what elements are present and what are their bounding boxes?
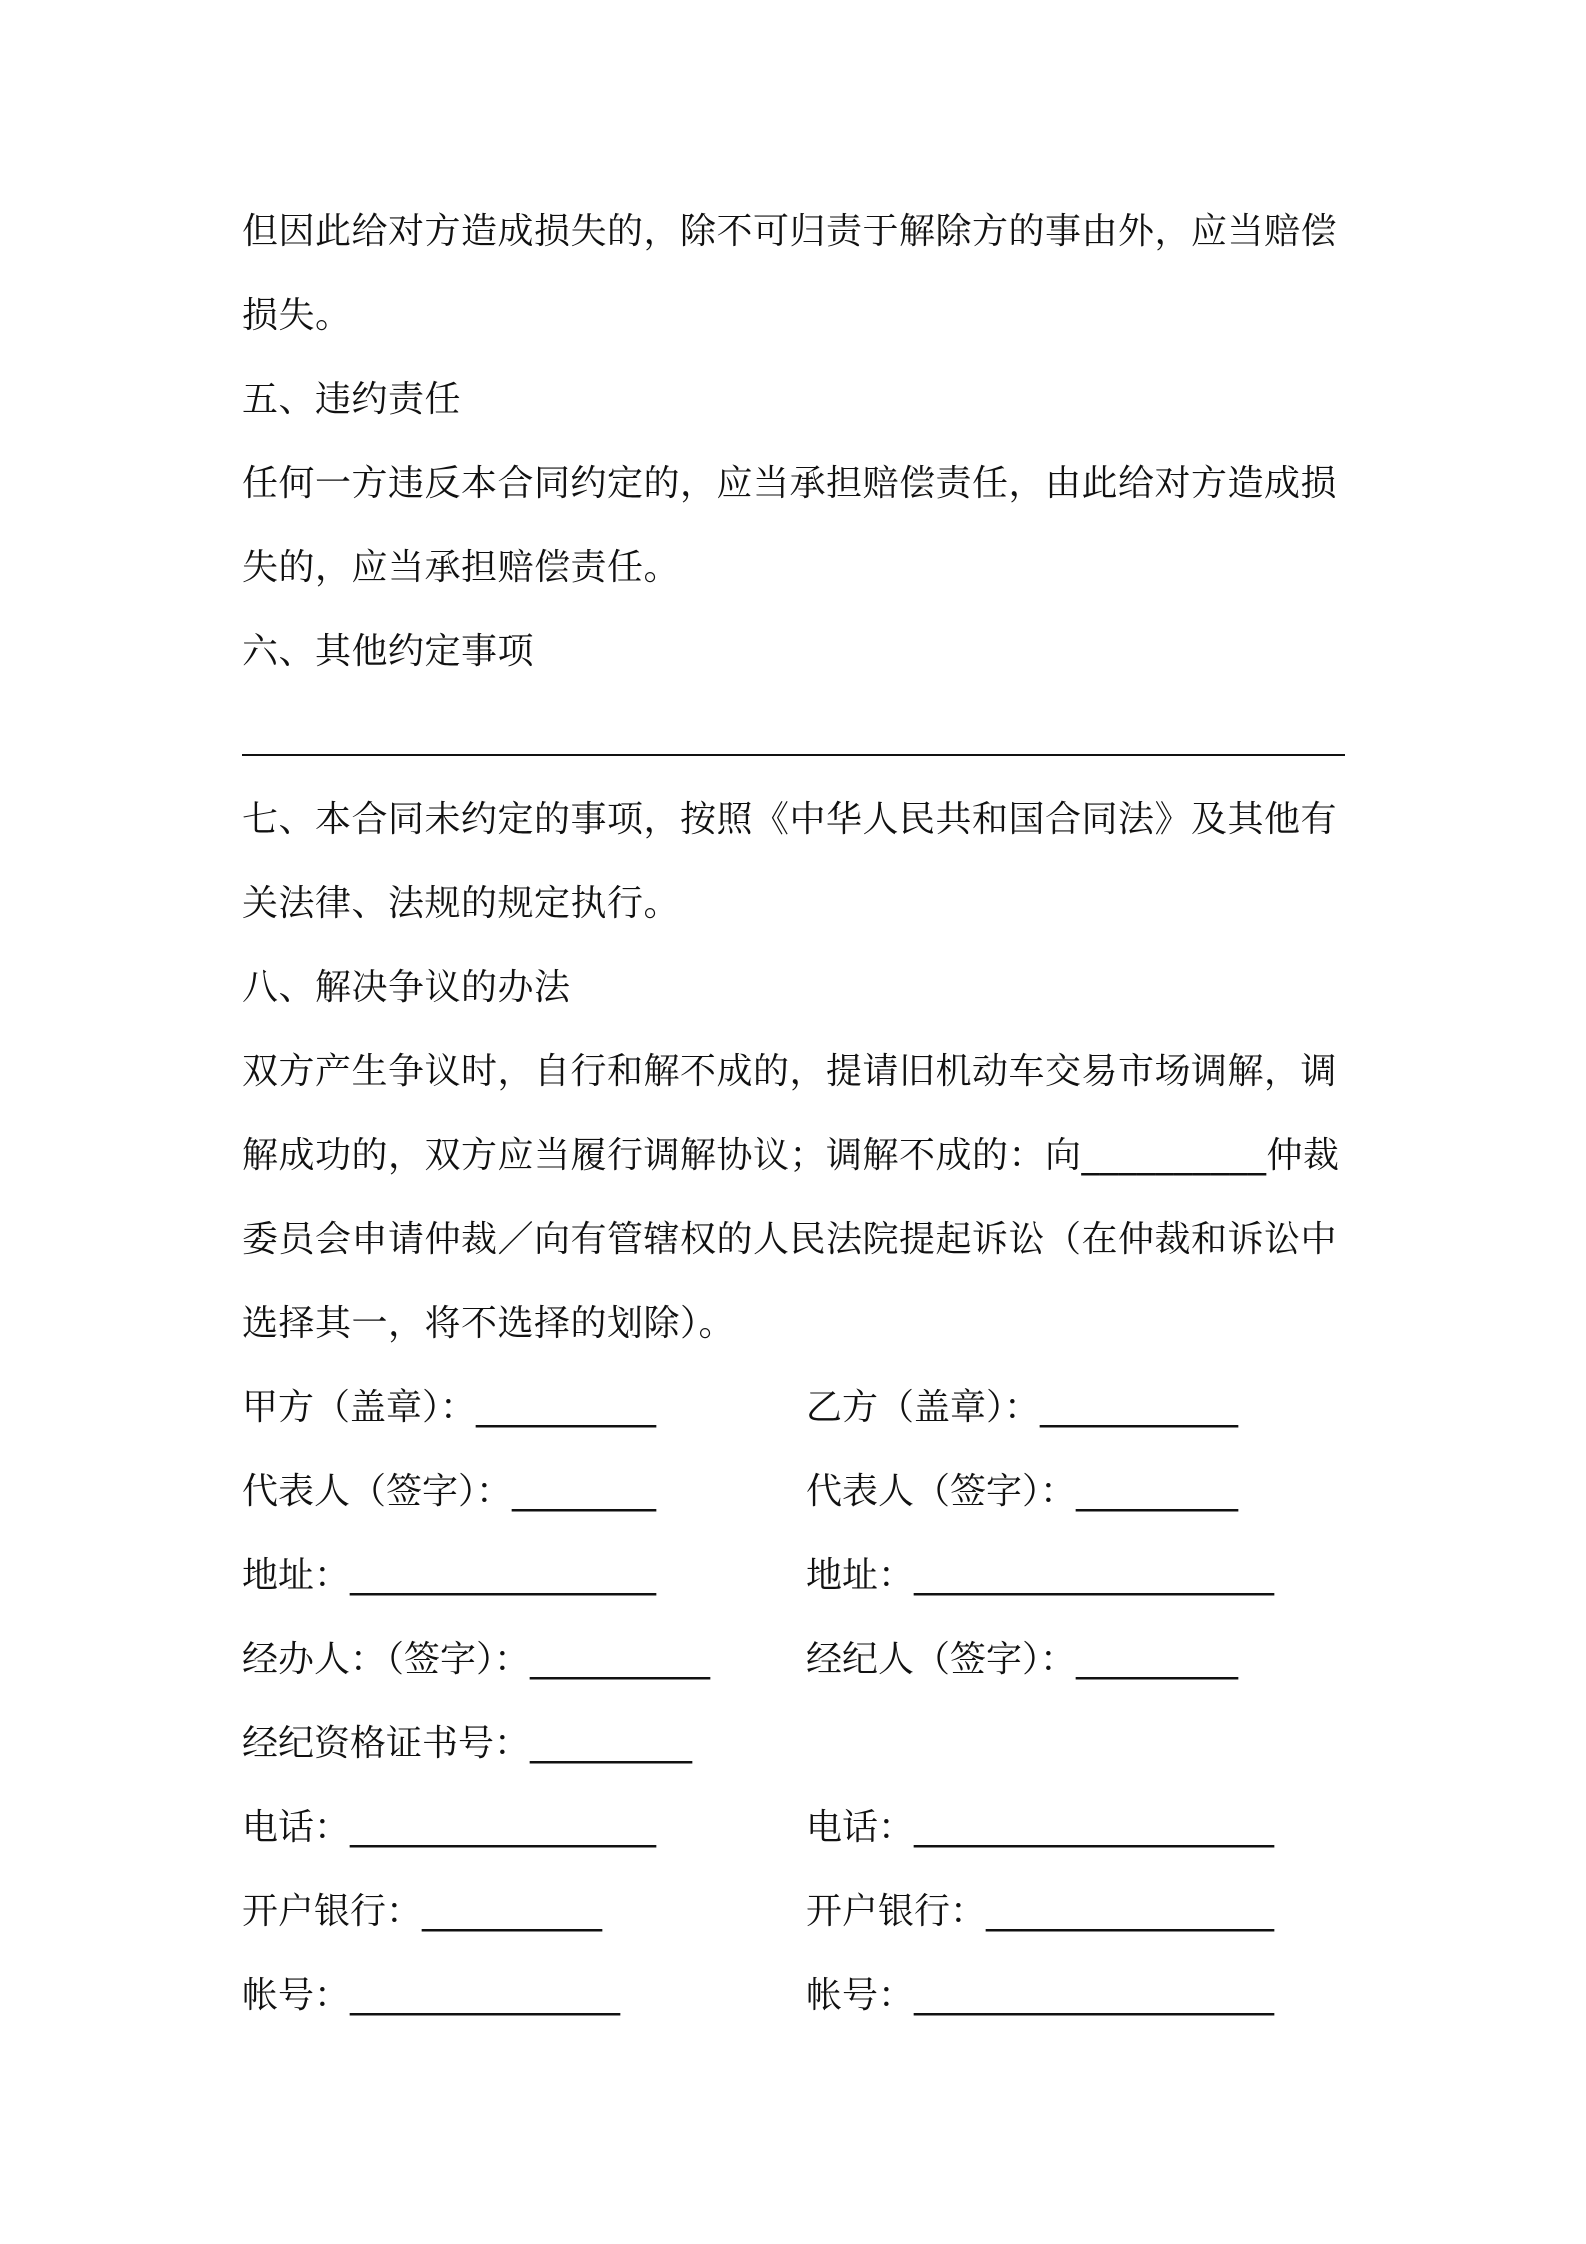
signature-row-broker-cert (242, 1702, 1357, 1786)
paragraph-line: 损失。 (242, 295, 352, 336)
blank-fill-line (242, 694, 1357, 778)
paragraph-line: 失的，应当承担赔偿责任。 (242, 547, 681, 588)
party-a-address-field: 地址：_________________ (242, 1555, 657, 1596)
paragraph-line: 但因此给对方造成损失的，除不可归责于解除方的事由外，应当赔偿 (242, 211, 1338, 252)
party-b-address-field: 地址：____________________ (806, 1555, 1275, 1596)
section-heading-dispute-resolution: 八、解决争议的办法 (242, 967, 571, 1008)
party-a-bank-field: 开户银行：__________ (242, 1891, 603, 1932)
section-heading-other-matters: 六、其他约定事项 (242, 631, 535, 672)
signature-row-representative (242, 1450, 1357, 1534)
paragraph-line: 关法律、法规的规定执行。 (242, 883, 681, 924)
signature-row-seal (242, 1366, 1357, 1450)
party-b-seal-field: 乙方（盖章）：___________ (806, 1387, 1239, 1428)
fill-in-rule (242, 754, 1345, 756)
paragraph-line: 委员会申请仲裁／向有管辖权的人民法院提起诉讼（在仲裁和诉讼中 (242, 1219, 1338, 1260)
party-a-seal-field: 甲方（盖章）：__________ (242, 1387, 657, 1428)
party-a-representative-field: 代表人（签字）：________ (242, 1471, 657, 1512)
party-b-phone-field: 电话：____________________ (806, 1807, 1275, 1848)
paragraph-line: 双方产生争议时，自行和解不成的，提请旧机动车交易市场调解，调 (242, 1051, 1338, 1092)
paragraph-line: 解成功的，双方应当履行调解协议；调解不成的：向__________仲裁 (242, 1135, 1340, 1176)
signature-row-address (242, 1534, 1357, 1618)
party-a-account-field: 帐号：_______________ (242, 1975, 621, 2016)
signature-row-phone (242, 1786, 1357, 1870)
party-a-phone-field: 电话：_________________ (242, 1807, 657, 1848)
empty-cell (806, 1702, 1357, 1786)
section-heading-applicable-law: 七、本合同未约定的事项，按照《中华人民共和国合同法》及其他有 (242, 799, 1338, 840)
party-b-bank-field: 开户银行：________________ (806, 1891, 1275, 1932)
section-heading-breach: 五、违约责任 (242, 379, 462, 420)
party-b-broker-field: 经纪人（签字）：_________ (806, 1639, 1239, 1680)
document-body (242, 190, 1357, 2038)
signature-row-account (242, 1954, 1357, 2038)
signature-row-handler (242, 1618, 1357, 1702)
party-a-handler-field: 经办人：（签字）：__________ (242, 1639, 711, 1680)
party-b-account-field: 帐号：____________________ (806, 1975, 1275, 2016)
party-b-representative-field: 代表人（签字）：_________ (806, 1471, 1239, 1512)
paragraph-line: 任何一方违反本合同约定的，应当承担赔偿责任，由此给对方造成损 (242, 463, 1338, 504)
signature-row-bank (242, 1870, 1357, 1954)
paragraph-line: 选择其一，将不选择的划除）。 (242, 1303, 736, 1344)
broker-certificate-field: 经纪资格证书号：_________ (242, 1723, 693, 1764)
